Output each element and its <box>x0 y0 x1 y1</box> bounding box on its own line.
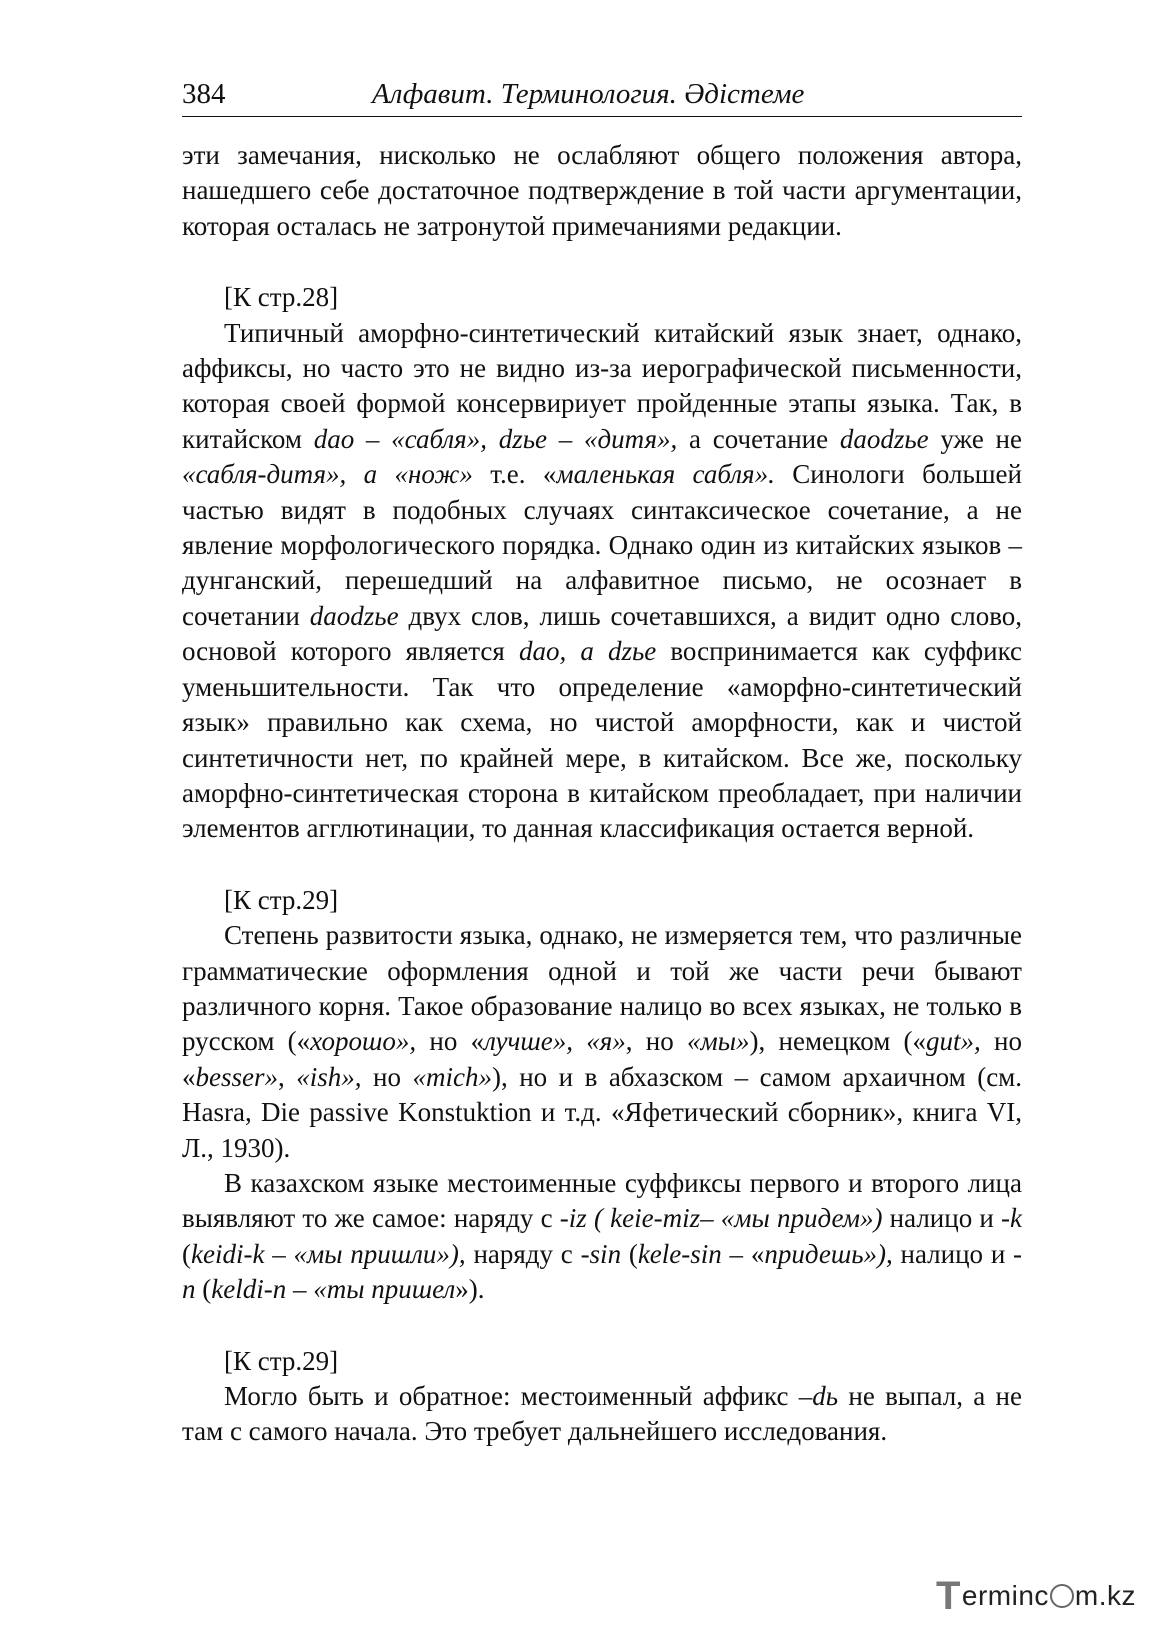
page-reference: [К стр.28] <box>224 282 339 313</box>
termincom-watermark-logo: Terminc m.kz <box>935 1574 1136 1618</box>
paragraph-continuation: эти замечания, нисколько не ослабляют общего положения автора, нашедшего себе достаточное подтверждение в той части аргументации, которая осталась не затронутой примечаниями редакции. <box>182 140 1022 241</box>
page-header <box>182 76 1022 117</box>
paragraph-development: Степень развитости языка, однако, не измеряется тем, что различные грамматические оформления одной и той же части речи бывают различного корня. Такое образование налицо во всех языках, не только в русском («хорошо», но «лучше», «я», но «мы»), немецком («gut», но «besser», «ish», но «mich»), но и в абхазском – самом архаичном (см. Hasra, Die passive Konstuktion и т.д. «Яфетический сборник», книга VI, Л., 1930). <box>182 920 1023 1163</box>
paragraph-chinese: Типичный аморфно-синтетический китайский язык знает, однако, аффиксы, но часто это не видно из-за иерографической письменности, которая своей формой консервириует пройденные этапы языка. Так, в китайском dao – «сабля», dzье – «дитя», а сочетание daodzье уже не «сабля-дитя», а «нож» т.е. «маленькая сабля». Синологи большей частью видят в подобных случаях синтаксическое сочетание, а не явление морфологического порядка. Однако один из китайских языков – дунганский, перешедший на алфавитное письмо, не осознает в сочетании daodzье двух слов, лишь сочетавшихся, а видит одно слово, основой которого является dao, a dzье воспринимается как суффикс уменьшительности. Так что определение «аморфно-синтетический язык» правильно как схема, но чистой аморфности, как и чистой синтетичности нет, по крайней мере, в китайском. Все же, поскольку аморфно-синтетическая сторона в китайском преобладает, при наличии элементов агглютинации, то данная классификация остается верной. <box>182 317 1023 844</box>
page-body <box>182 138 1022 1450</box>
page-reference: [К стр.29] <box>224 884 339 915</box>
page-reference: [К стр.29] <box>224 1345 339 1376</box>
paragraph-kazakh: В казахском языке местоименные суффиксы первого и второго лица выявляют то же самое: наряду с -iz ( keie-miz– «мы придем») налицо и -k (keidi-k – «мы пришли»), наряду с -sin (kele-sin – «придешь»), налицо и -n (keldi-n – «ты пришел»). <box>182 1167 1023 1305</box>
running-title: Алфавит. Терминология. Әдістеме <box>372 78 805 110</box>
page-number: 384 <box>182 78 226 110</box>
paragraph-reverse: Могло быть и обратное: местоименный аффикс –dь не выпал, а не там с самого начала. Это требует дальнейшего исследования. <box>182 1381 1022 1447</box>
magnifier-icon <box>1050 1584 1074 1608</box>
